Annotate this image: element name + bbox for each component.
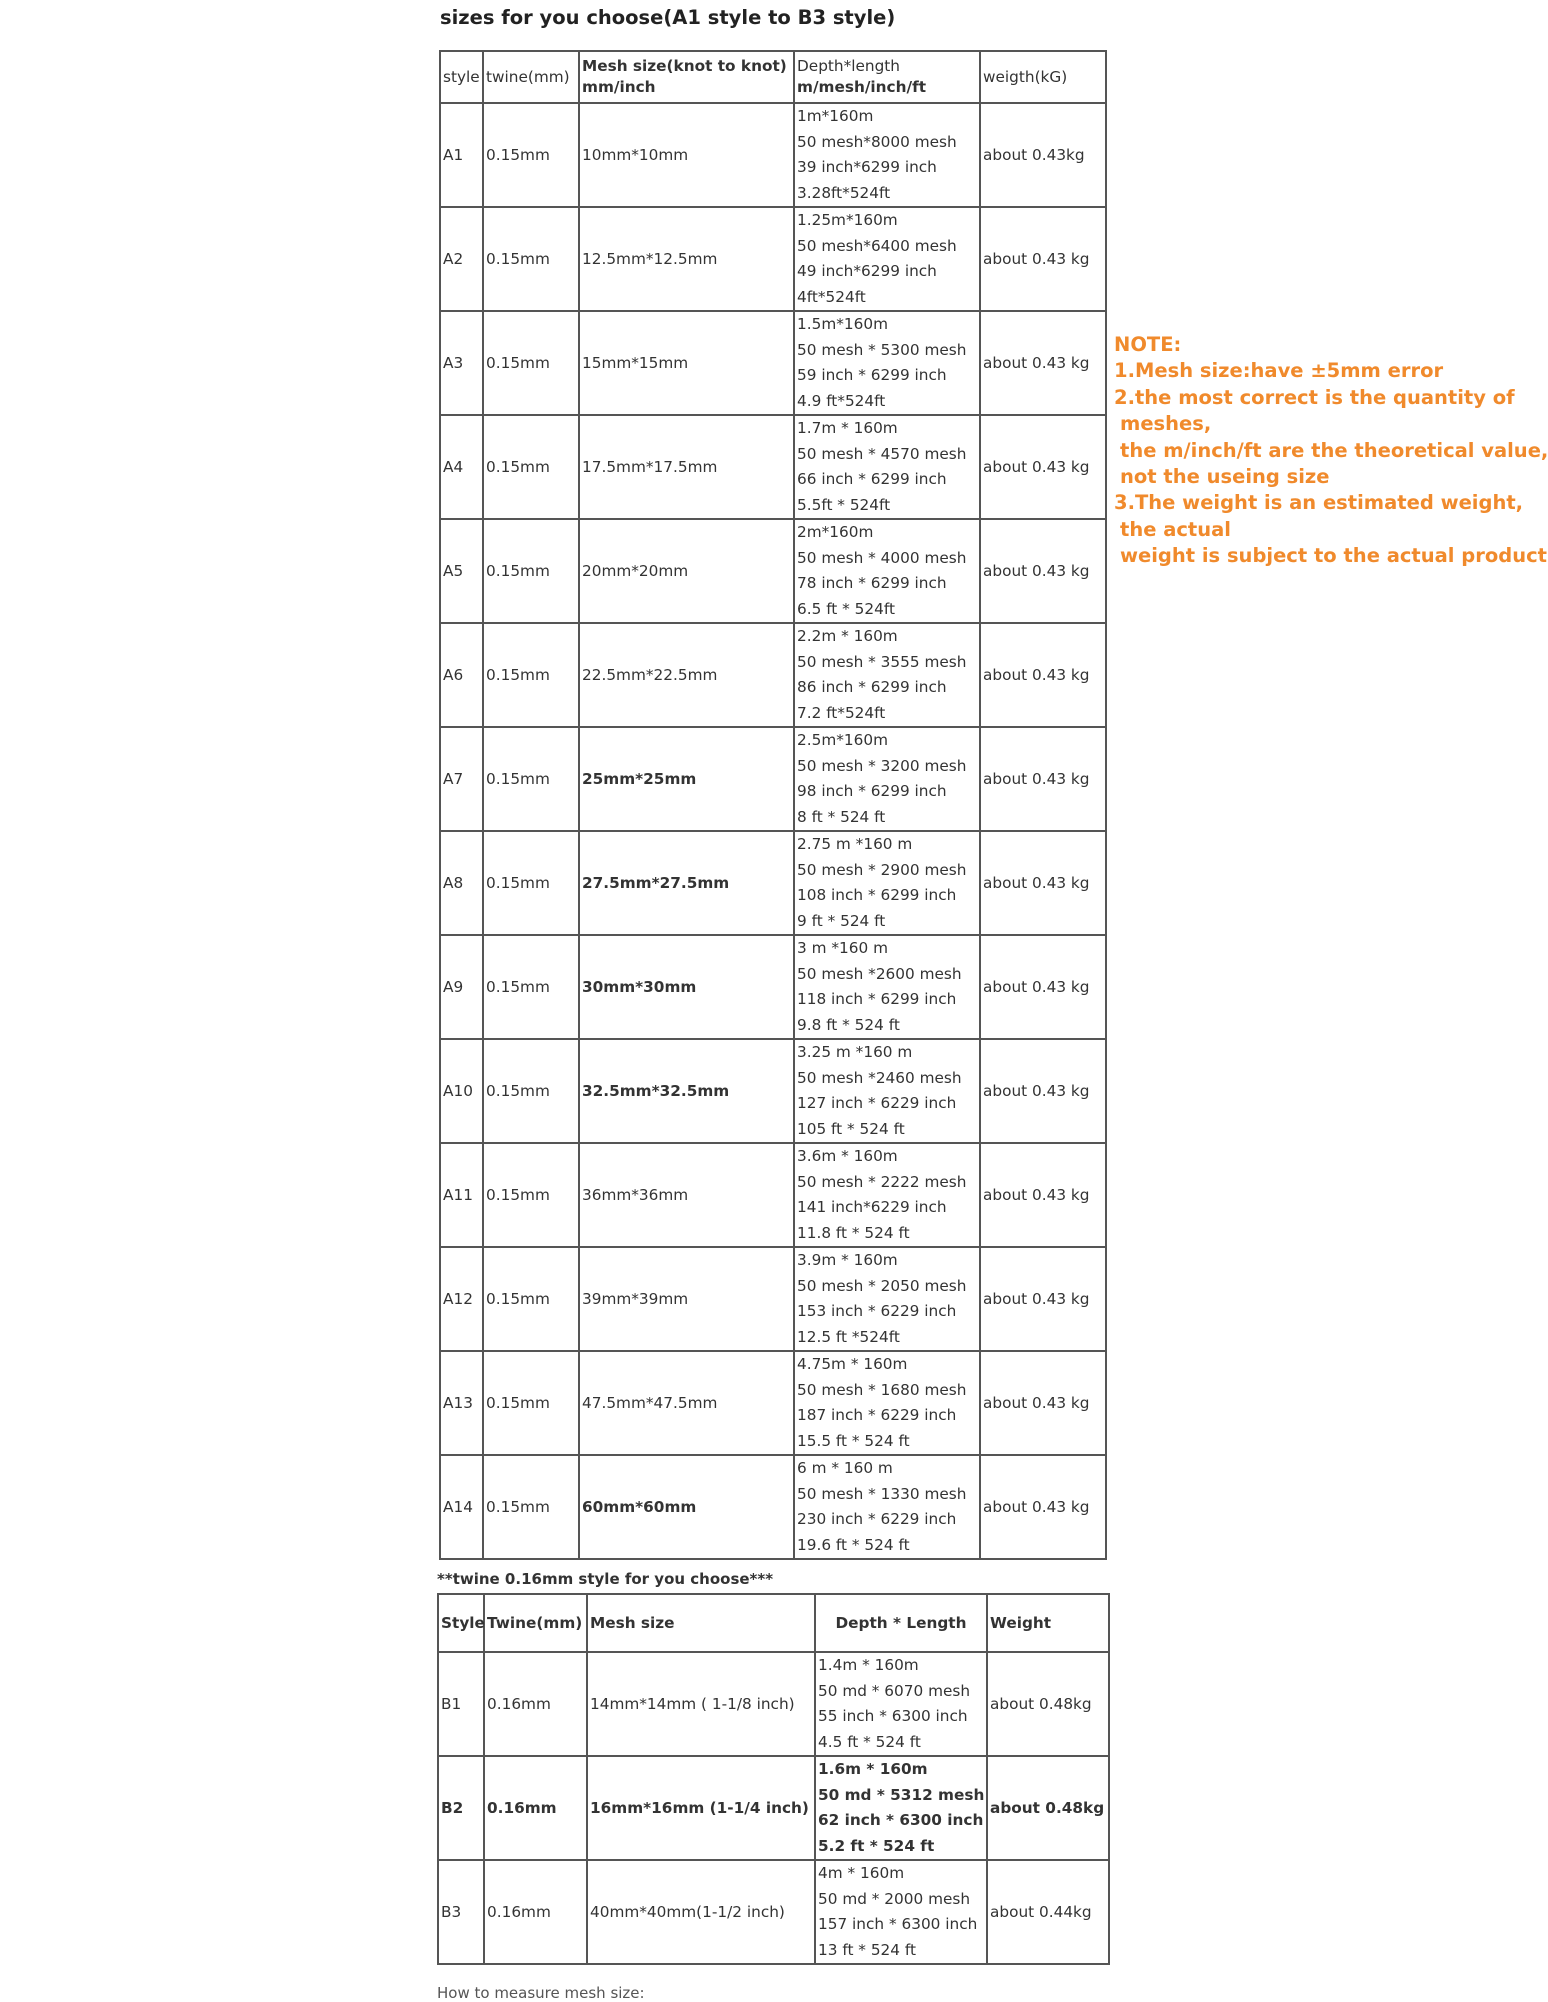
depth-length-line: 19.6 ft * 524 ft	[797, 1535, 910, 1554]
depth-length-line: 2.75 m *160 m	[797, 835, 913, 853]
table-row	[440, 727, 1106, 831]
table-row	[438, 1652, 1109, 1756]
depth-length-line: 50 md * 2000 mesh	[818, 1889, 971, 1908]
depth-length-line: 15.5 ft * 524 ft	[797, 1431, 910, 1450]
weight-cell: about 0.43 kg	[980, 935, 1106, 1039]
style-cell: A8	[440, 831, 483, 935]
mesh-size-cell: 25mm*25mm	[579, 727, 794, 831]
depth-length-line: 7.2 ft*524ft	[797, 703, 886, 722]
twine-cell: 0.15mm	[483, 623, 579, 727]
table-b-header-row	[438, 1594, 1109, 1652]
depth-length-line: 153 inch * 6229 inch	[797, 1302, 957, 1320]
twine-cell: 0.15mm	[483, 1455, 579, 1559]
header-twine: Twine(mm)	[484, 1594, 587, 1652]
style-cell: A13	[440, 1351, 483, 1455]
depth-length-line: 187 inch * 6229 inch	[797, 1406, 957, 1424]
depth-length-cell	[815, 1756, 987, 1860]
style-cell: A2	[440, 207, 483, 311]
note-line: the actual	[1120, 517, 1231, 541]
mesh-size-cell: 15mm*15mm	[579, 311, 794, 415]
depth-length-line: 50 mesh * 5300 mesh	[797, 340, 967, 359]
weight-cell: about 0.48kg	[987, 1652, 1109, 1756]
depth-length-line: 108 inch * 6299 inch	[797, 886, 957, 904]
style-cell: A7	[440, 727, 483, 831]
depth-length-line: 86 inch * 6299 inch	[797, 678, 947, 696]
depth-length-line: 6.5 ft * 524ft	[797, 599, 895, 618]
weight-cell: about 0.44kg	[987, 1860, 1109, 1964]
table-row	[440, 1351, 1106, 1455]
twine-cell: 0.16mm	[484, 1756, 587, 1860]
depth-length-cell	[794, 935, 980, 1039]
depth-length-cell	[794, 1351, 980, 1455]
depth-length-line: 50 mesh * 3555 mesh	[797, 652, 967, 671]
note-line: NOTE:	[1114, 333, 1182, 356]
mesh-size-cell: 30mm*30mm	[579, 935, 794, 1039]
depth-length-line: 1.4m * 160m	[818, 1656, 919, 1674]
depth-length-line: 3.6m * 160m	[797, 1147, 898, 1165]
note-line: meshes,	[1120, 412, 1212, 436]
twine-cell: 0.15mm	[483, 415, 579, 519]
table-row	[440, 935, 1106, 1039]
size-table-a	[439, 50, 1107, 1560]
depth-length-line: 5.2 ft * 524 ft	[818, 1836, 935, 1855]
mesh-size-cell: 22.5mm*22.5mm	[579, 623, 794, 727]
note-line: not the useing size	[1120, 465, 1330, 489]
note-line: the m/inch/ft are the theoretical value,	[1120, 438, 1548, 462]
twine-cell: 0.15mm	[483, 1039, 579, 1143]
depth-length-cell	[794, 1455, 980, 1559]
depth-length-line: 127 inch * 6229 inch	[797, 1094, 957, 1112]
weight-cell: about 0.43 kg	[980, 311, 1106, 415]
depth-length-line: 2.5m*160m	[797, 731, 888, 749]
depth-length-line: 59 inch * 6299 inch	[797, 366, 947, 384]
depth-length-line: 3.28ft*524ft	[797, 183, 891, 202]
style-cell: A11	[440, 1143, 483, 1247]
depth-length-line: 78 inch * 6299 inch	[797, 574, 947, 592]
depth-length-line: 4.9 ft*524ft	[797, 391, 886, 410]
weight-cell: about 0.43 kg	[980, 519, 1106, 623]
depth-length-line: 50 mesh * 3200 mesh	[797, 756, 967, 775]
twine-cell: 0.15mm	[483, 311, 579, 415]
depth-length-line: 50 mesh * 2222 mesh	[797, 1172, 967, 1191]
header-mesh-line2: mm/inch	[582, 78, 656, 96]
subtitle-twine-016: **twine 0.16mm style for you choose***	[437, 1570, 774, 1588]
depth-length-line: 1.25m*160m	[797, 211, 898, 229]
depth-length-line: 2m*160m	[797, 523, 874, 541]
depth-length-line: 11.8 ft * 524 ft	[797, 1223, 910, 1242]
twine-cell: 0.15mm	[483, 103, 579, 207]
depth-length-line: 8 ft * 524 ft	[797, 807, 886, 826]
twine-cell: 0.15mm	[483, 1351, 579, 1455]
depth-length-line: 6 m * 160 m	[797, 1459, 893, 1477]
depth-length-cell	[794, 1247, 980, 1351]
twine-cell: 0.15mm	[483, 1247, 579, 1351]
weight-cell: about 0.43 kg	[980, 727, 1106, 831]
mesh-size-cell: 32.5mm*32.5mm	[579, 1039, 794, 1143]
note-line: 1.Mesh size:have ±5mm error	[1114, 359, 1444, 383]
note-line: 2.the most correct is the quantity of	[1114, 385, 1515, 409]
depth-length-line: 50 mesh*8000 mesh	[797, 132, 957, 151]
weight-cell: about 0.43 kg	[980, 1351, 1106, 1455]
mesh-size-cell: 14mm*14mm ( 1-1/8 inch)	[587, 1652, 815, 1756]
table-row	[440, 207, 1106, 311]
weight-cell: about 0.43 kg	[980, 1143, 1106, 1247]
header-depth-length	[794, 51, 980, 103]
depth-length-line: 13 ft * 524 ft	[818, 1940, 916, 1959]
weight-cell: about 0.43kg	[980, 103, 1106, 207]
size-table-b	[437, 1593, 1110, 1965]
depth-length-line: 50 mesh *2460 mesh	[797, 1068, 962, 1087]
style-cell: A3	[440, 311, 483, 415]
style-cell: B3	[438, 1860, 484, 1964]
note-box	[1114, 332, 1548, 570]
header-depth-line1: Depth*length	[797, 57, 900, 75]
mesh-size-cell: 20mm*20mm	[579, 519, 794, 623]
depth-length-cell	[815, 1860, 987, 1964]
style-cell: A9	[440, 935, 483, 1039]
depth-length-line: 39 inch*6299 inch	[797, 158, 937, 176]
depth-length-line: 3.25 m *160 m	[797, 1043, 913, 1061]
header-depth-length: Depth * Length	[815, 1594, 987, 1652]
weight-cell: about 0.43 kg	[980, 1039, 1106, 1143]
header-mesh-size	[579, 51, 794, 103]
depth-length-cell	[794, 831, 980, 935]
depth-length-line: 50 mesh * 2900 mesh	[797, 860, 967, 879]
depth-length-line: 1m*160m	[797, 107, 874, 125]
mesh-size-cell: 60mm*60mm	[579, 1455, 794, 1559]
header-mesh-line1: Mesh size(knot to knot)	[582, 57, 787, 75]
mesh-size-cell: 17.5mm*17.5mm	[579, 415, 794, 519]
style-cell: A12	[440, 1247, 483, 1351]
depth-length-cell	[815, 1652, 987, 1756]
header-style: style	[440, 51, 483, 103]
depth-length-line: 4.75m * 160m	[797, 1355, 908, 1373]
style-cell: A4	[440, 415, 483, 519]
twine-cell: 0.15mm	[483, 831, 579, 935]
header-weight: weigth(kG)	[980, 51, 1106, 103]
style-cell: A1	[440, 103, 483, 207]
table-row	[440, 1455, 1106, 1559]
depth-length-line: 5.5ft * 524ft	[797, 495, 891, 514]
depth-length-line: 1.7m * 160m	[797, 419, 898, 437]
table-row	[440, 1039, 1106, 1143]
depth-length-line: 118 inch * 6299 inch	[797, 990, 957, 1008]
twine-cell: 0.16mm	[484, 1652, 587, 1756]
depth-length-line: 1.5m*160m	[797, 315, 888, 333]
depth-length-line: 3 m *160 m	[797, 939, 888, 957]
depth-length-line: 157 inch * 6300 inch	[818, 1915, 978, 1933]
depth-length-line: 50 mesh * 2050 mesh	[797, 1276, 967, 1295]
style-cell: B2	[438, 1756, 484, 1860]
depth-length-line: 50 mesh*6400 mesh	[797, 236, 957, 255]
depth-length-line: 50 md * 5312 mesh	[818, 1785, 985, 1804]
depth-length-line: 4m * 160m	[818, 1864, 905, 1882]
mesh-size-cell: 16mm*16mm (1-1/4 inch)	[587, 1756, 815, 1860]
weight-cell: about 0.43 kg	[980, 207, 1106, 311]
header-weight: Weight	[987, 1594, 1109, 1652]
depth-length-line: 4ft*524ft	[797, 287, 866, 306]
weight-cell: about 0.43 kg	[980, 1247, 1106, 1351]
table-a-header-row	[440, 51, 1106, 103]
depth-length-line: 98 inch * 6299 inch	[797, 782, 947, 800]
style-cell: A10	[440, 1039, 483, 1143]
depth-length-cell	[794, 415, 980, 519]
twine-cell: 0.15mm	[483, 519, 579, 623]
depth-length-line: 3.9m * 160m	[797, 1251, 898, 1269]
depth-length-line: 66 inch * 6299 inch	[797, 470, 947, 488]
weight-cell: about 0.43 kg	[980, 831, 1106, 935]
footer-text: How to measure mesh size:	[437, 1984, 645, 2002]
note-line: 3.The weight is an estimated weight,	[1114, 491, 1524, 515]
depth-length-line: 55 inch * 6300 inch	[818, 1707, 968, 1725]
twine-cell: 0.15mm	[483, 207, 579, 311]
table-row	[438, 1860, 1109, 1964]
mesh-size-cell: 39mm*39mm	[579, 1247, 794, 1351]
weight-cell: about 0.43 kg	[980, 1455, 1106, 1559]
depth-length-cell	[794, 311, 980, 415]
header-twine: twine(mm)	[483, 51, 579, 103]
depth-length-cell	[794, 1039, 980, 1143]
depth-length-line: 49 inch*6299 inch	[797, 262, 937, 280]
mesh-size-cell: 40mm*40mm(1-1/2 inch)	[587, 1860, 815, 1964]
depth-length-line: 230 inch * 6229 inch	[797, 1510, 957, 1528]
table-row	[440, 415, 1106, 519]
twine-cell: 0.16mm	[484, 1860, 587, 1964]
weight-cell: about 0.43 kg	[980, 415, 1106, 519]
table-row	[438, 1756, 1109, 1860]
depth-length-line: 141 inch*6229 inch	[797, 1198, 947, 1216]
depth-length-line: 9 ft * 524 ft	[797, 911, 886, 930]
depth-length-line: 50 md * 6070 mesh	[818, 1681, 971, 1700]
mesh-size-cell: 27.5mm*27.5mm	[579, 831, 794, 935]
table-row	[440, 623, 1106, 727]
mesh-size-cell: 36mm*36mm	[579, 1143, 794, 1247]
style-cell: B1	[438, 1652, 484, 1756]
depth-length-cell	[794, 1143, 980, 1247]
table-row	[440, 519, 1106, 623]
weight-cell: about 0.43 kg	[980, 623, 1106, 727]
style-cell: A5	[440, 519, 483, 623]
style-cell: A14	[440, 1455, 483, 1559]
depth-length-line: 12.5 ft *524ft	[797, 1327, 900, 1346]
depth-length-line: 50 mesh * 1680 mesh	[797, 1380, 967, 1399]
depth-length-line: 50 mesh * 1330 mesh	[797, 1484, 967, 1503]
header-mesh-size: Mesh size	[587, 1594, 815, 1652]
note-line: weight is subject to the actual product	[1120, 544, 1547, 568]
table-row	[440, 311, 1106, 415]
table-row	[440, 1247, 1106, 1351]
depth-length-cell	[794, 207, 980, 311]
depth-length-cell	[794, 103, 980, 207]
style-cell: A6	[440, 623, 483, 727]
header-depth-line2: m/mesh/inch/ft	[797, 78, 927, 96]
depth-length-line: 50 mesh * 4000 mesh	[797, 548, 967, 567]
twine-cell: 0.15mm	[483, 935, 579, 1039]
depth-length-line: 50 mesh * 4570 mesh	[797, 444, 967, 463]
depth-length-cell	[794, 727, 980, 831]
mesh-size-cell: 12.5mm*12.5mm	[579, 207, 794, 311]
table-row	[440, 1143, 1106, 1247]
depth-length-line: 2.2m * 160m	[797, 627, 898, 645]
depth-length-line: 1.6m * 160m	[818, 1760, 928, 1778]
depth-length-line: 4.5 ft * 524 ft	[818, 1732, 921, 1751]
mesh-size-cell: 47.5mm*47.5mm	[579, 1351, 794, 1455]
depth-length-line: 62 inch * 6300 inch	[818, 1811, 984, 1829]
weight-cell: about 0.48kg	[987, 1756, 1109, 1860]
mesh-size-cell: 10mm*10mm	[579, 103, 794, 207]
header-style: Style	[438, 1594, 484, 1652]
table-row	[440, 103, 1106, 207]
table-row	[440, 831, 1106, 935]
depth-length-cell	[794, 623, 980, 727]
depth-length-cell	[794, 519, 980, 623]
twine-cell: 0.15mm	[483, 727, 579, 831]
depth-length-line: 50 mesh *2600 mesh	[797, 964, 962, 983]
depth-length-line: 9.8 ft * 524 ft	[797, 1015, 900, 1034]
twine-cell: 0.15mm	[483, 1143, 579, 1247]
page-heading: sizes for you choose(A1 style to B3 style)	[440, 6, 896, 29]
depth-length-line: 105 ft * 524 ft	[797, 1119, 905, 1138]
